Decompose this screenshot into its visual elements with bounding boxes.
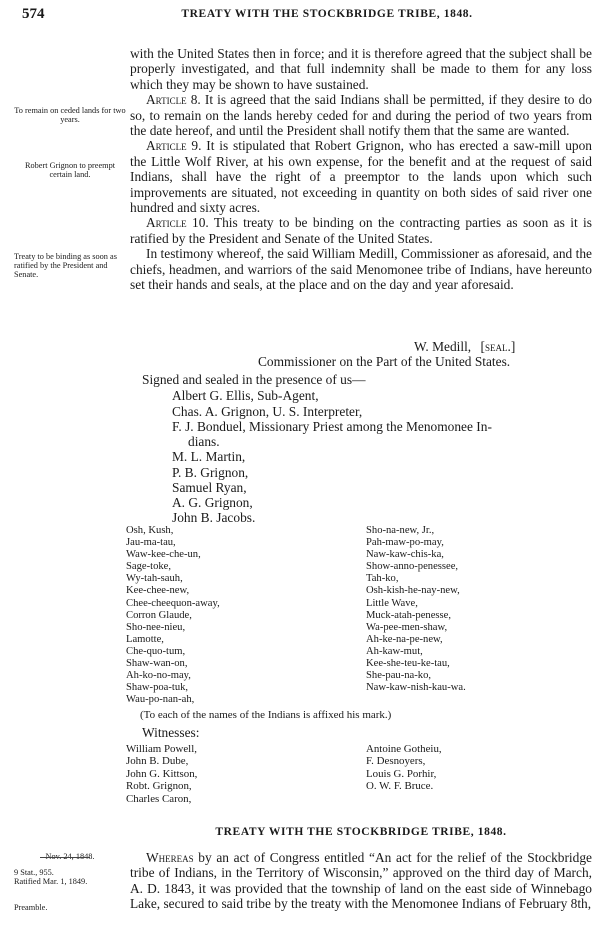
- indian-name: Osh-kish-he-nay-new,: [366, 585, 460, 597]
- page-header: [22, 6, 592, 28]
- margin-note-ratified: Treaty to be binding as soon as ratified by the President and Senate.: [14, 252, 117, 279]
- indian-name: Naw-kaw-chis-ka,: [366, 549, 444, 561]
- body-text-top: [130, 46, 592, 293]
- witness-name: Charles Caron,: [126, 792, 192, 805]
- preamble-text: by an act of Congress entitled “An act for the relief of the Stockbridge tribe of Indians, in the Territory of Wisconsin,” approved on the third day of March, A. D. 1843, it was provided that the township of land on the east side of Winnebago Lake, secured to said tribe by the treaty with the Menomonee Indians of February 8th,: [130, 850, 592, 912]
- witness-name: John B. Dube,: [126, 755, 189, 768]
- indian-name: Wa-pee-men-shaw,: [366, 621, 448, 633]
- preamble-paragraph: [130, 850, 592, 912]
- indian-name: Pah-maw-po-may,: [366, 537, 444, 549]
- indian-name: Sage-toke,: [126, 561, 172, 573]
- witness-name: Louis G. Porhir,: [366, 767, 437, 780]
- mark-note: (To each of the names of the Indians is affixed his mark.): [140, 709, 392, 721]
- indian-name: Sho-nee-nieu,: [126, 621, 186, 633]
- indian-name: Waw-kee-che-un,: [126, 549, 201, 561]
- commissioner-title: Commissioner on the Part of the United States.: [258, 354, 511, 369]
- indian-name: Shaw-poa-tuk,: [126, 682, 189, 694]
- body-text-bottom: [130, 850, 592, 912]
- indian-name: Sho-na-new, Jr.,: [366, 525, 435, 536]
- indian-names-right: [366, 525, 466, 694]
- witness-line: dians.: [188, 434, 220, 449]
- indian-name: Che-quo-tum,: [126, 645, 186, 657]
- article-10-label: Article 10.: [146, 215, 209, 231]
- article-10: [130, 215, 592, 246]
- indian-name: Wau-po-nan-ah,: [126, 694, 195, 706]
- page-number: 574: [22, 6, 45, 22]
- indian-name: Little Wave,: [366, 597, 418, 609]
- margin-note-preamble: Preamble.: [14, 903, 48, 912]
- indian-name: Ah-kaw-mut,: [366, 645, 423, 657]
- witnesses-left: [126, 743, 197, 805]
- testimony-paragraph: In testimony whereof, the said William Medill, Commissioner as aforesaid, and the chiefs, headmen, and warriors of the said Menomonee tribe of Indians, have hereunto set their hands and seals, at the place and on the day and year aforesaid.: [130, 246, 592, 293]
- seal-mark: [seal.]: [480, 339, 516, 354]
- witnesses-right: [366, 743, 442, 793]
- indian-name: Lamotte,: [126, 633, 164, 645]
- witness-line: Chas. A. Grignon, U. S. Interpreter,: [172, 404, 363, 419]
- indian-name: Osh, Kush,: [126, 525, 174, 536]
- indian-name: Wy-tah-sauh,: [126, 573, 183, 585]
- indian-name: Jau-ma-tau,: [126, 537, 176, 549]
- indian-name: Chee-cheequon-away,: [126, 597, 220, 609]
- margin-note-grignon: Robert Grignon to preempt certain land.: [24, 161, 116, 179]
- witness-line: P. B. Grignon,: [172, 465, 249, 480]
- indian-name: Naw-kaw-nish-kau-wa.: [366, 682, 466, 694]
- witness-line: F. J. Bonduel, Missionary Priest among the Menomonee In-: [172, 419, 492, 434]
- indian-name: Show-anno-penessee,: [366, 561, 459, 573]
- indian-name: Kee-chee-new,: [126, 585, 190, 597]
- indian-name: Ah-ke-na-pe-new,: [366, 633, 443, 645]
- witnesses-label: Witnesses:: [142, 725, 200, 740]
- signature-line: [414, 339, 515, 354]
- indian-name: She-pau-na-ko,: [366, 670, 432, 682]
- witness-name: William Powell,: [126, 743, 197, 755]
- indian-name: Tah-ko,: [366, 573, 399, 585]
- witness-line: Albert G. Ellis, Sub-Agent,: [172, 388, 319, 403]
- witness-line: A. G. Grignon,: [172, 495, 253, 510]
- margin-note-stat: 9 Stat., 955.: [14, 868, 54, 877]
- witness-name: John G. Kittson,: [126, 767, 198, 780]
- article-9: [130, 138, 592, 215]
- indian-name: Ah-ko-no-may,: [126, 670, 191, 682]
- indian-name: Kee-she-teu-ke-tau,: [366, 658, 450, 670]
- indian-name: Corron Glaude,: [126, 609, 192, 621]
- running-head: TREATY WITH THE STOCKBRIDGE TRIBE, 1848.: [181, 8, 473, 20]
- article-8-label: Article 8.: [146, 92, 201, 108]
- witness-line: Samuel Ryan,: [172, 480, 247, 495]
- margin-note-date: Nov. 24, 1848.: [45, 852, 95, 861]
- indian-names-left: [126, 525, 220, 706]
- article-10-text: This treaty to be binding on the contracting parties as soon as it is ratified by the President and Senate of the United States.: [130, 215, 592, 246]
- witness-name: O. W. F. Bruce.: [366, 780, 434, 793]
- witness-line: M. L. Martin,: [172, 449, 246, 464]
- margin-note-ratified-date: Ratified Mar. 1, 1849.: [14, 877, 88, 886]
- witness-line: John B. Jacobs.: [172, 510, 256, 525]
- indian-name: Shaw-wan-on,: [126, 658, 188, 670]
- intro-paragraph: with the United States then in force; and it is therefore agreed that the subject shall be properly investigated, and that full indemnity shall be made to them for any loss which they may be shown to have sustained.: [130, 46, 592, 92]
- witness-name: F. Desnoyers,: [366, 755, 426, 768]
- margin-rule: [40, 857, 90, 858]
- signed-presence: Signed and sealed in the presence of us—: [142, 372, 366, 387]
- section-title: TREATY WITH THE STOCKBRIDGE TRIBE, 1848.: [215, 826, 507, 838]
- margin-note-remain: To remain on ceded lands for two years.: [14, 106, 126, 124]
- article-9-label: Article 9.: [146, 138, 202, 154]
- signature-name: W. Medill,: [414, 339, 472, 354]
- witness-name: Robt. Grignon,: [126, 780, 192, 793]
- witness-name: Antoine Gotheiu,: [366, 743, 442, 755]
- indian-name: Muck-atah-penesse,: [366, 609, 452, 621]
- whereas-word: Whereas: [146, 850, 194, 865]
- article-9-text: It is stipulated that Robert Grignon, who has erected a saw-mill upon the Little Wolf River, at his own expense, for the benefit and at the request of said Indians, shall have the right of a preemptor to the lands upon which such improvements are situated, not exceeding in quantity on both sides of said river one hundred and sixty acres.: [130, 138, 592, 216]
- article-8-text: It is agreed that the said Indians shall be permitted, if they desire to do so, to remain on the lands hereby ceded for and during the period of two years from the date hereof, and until the President shall notify them that the same are wanted.: [130, 92, 592, 139]
- article-8: [130, 92, 592, 138]
